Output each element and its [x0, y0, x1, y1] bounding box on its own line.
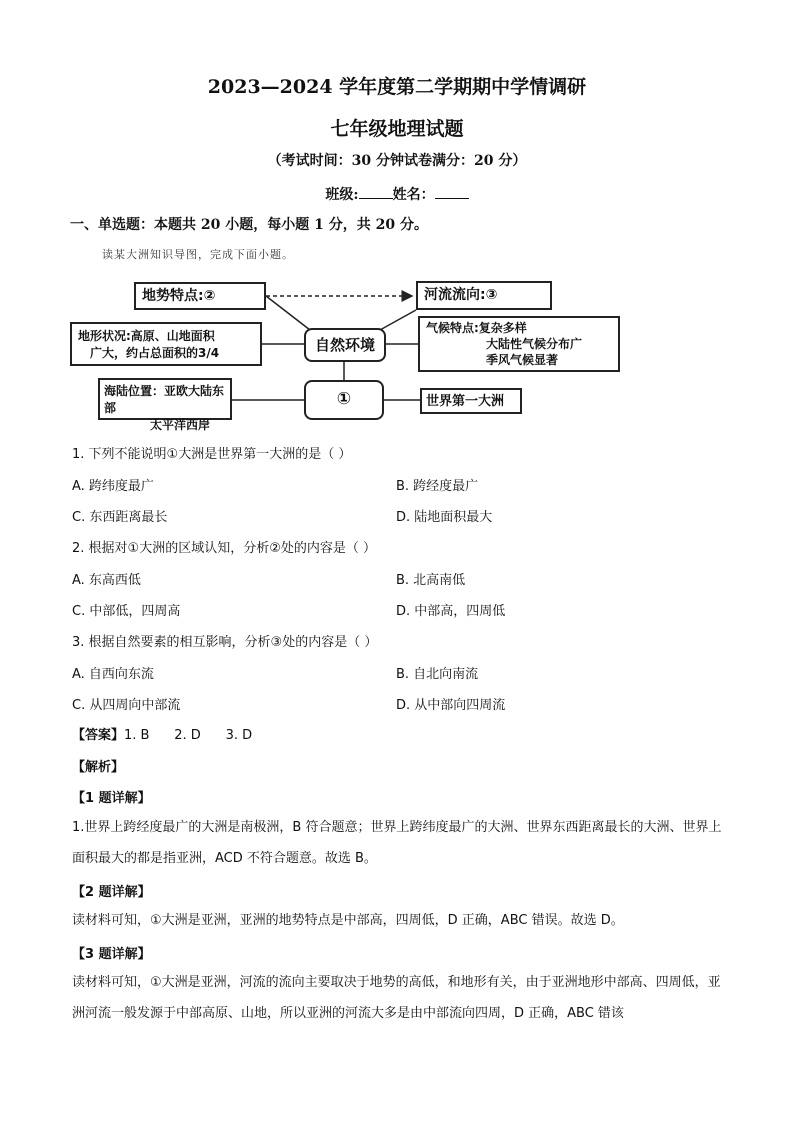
continent-marker: ① [336, 389, 352, 409]
question-1-stem: 1. 下列不能说明①大洲是世界第一大洲的是（ ） [72, 447, 352, 462]
natural-environment-text: 自然环境 [314, 336, 375, 354]
climate-line1: 气候特点:复杂多样 [426, 321, 527, 335]
question-3-option-a: A. 自西向东流 [72, 667, 154, 682]
question-2-option-b: B. 北高南低 [396, 573, 466, 588]
detail-2-label: 【2 题详解】 [72, 885, 151, 900]
answer-line [72, 724, 252, 743]
question-2-option-c: C. 中部低，四周高 [72, 604, 181, 619]
question-2-stem: 2. 根据对①大洲的区域认知，分析②处的内容是（ ） [72, 541, 376, 556]
detail-2-text: 读材料可知，①大洲是亚洲，亚洲的地势特点是中部高，四周低，D 正确，ABC 错误。故选 D。 [72, 913, 624, 928]
climate-line2: 大陆性气候分布广 [486, 337, 583, 351]
position-line1: 海陆位置：亚欧大陆东部 [104, 384, 225, 415]
question-1-option-d: D. 陆地面积最大 [396, 510, 493, 525]
detail-1-label: 【1 题详解】 [72, 791, 151, 806]
question-1-option-c: C. 东西距离最长 [72, 510, 168, 525]
class-name-line [0, 184, 794, 204]
question-1-option-b: B. 跨经度最广 [396, 479, 479, 494]
section-heading: 一、单选题：本题共 20 小题，每小题 1 分，共 20 分。 [70, 217, 428, 233]
landform-line2: 广大，约占总面积的3/4 [90, 346, 220, 360]
terrain-text: 地势特点:② [142, 288, 216, 304]
question-3-stem: 3. 根据自然要素的相互影响，分析③处的内容是（ ） [72, 635, 378, 650]
climate-box [418, 316, 620, 372]
question-2-option-a: A. 东高西低 [72, 573, 141, 588]
detail-3-text: 读材料可知，①大洲是亚洲，河流的流向主要取决于地势的高低，和地形有关，由于亚洲地形中部高、四周低，亚洲河流一般发源于中部高原、山地，所以亚洲的河流大多是由中部流向四周，D 正确，ABC 错该 [72, 975, 721, 1021]
position-line2: 太平洋西岸 [150, 418, 211, 432]
landform-line1: 地形状况:高原、山地面积 [78, 329, 215, 343]
answer-text: 1. B 2. D 3. D [124, 728, 253, 743]
name-label: 姓名： [392, 187, 435, 203]
position-box [98, 378, 232, 432]
climate-line3: 季风气候显著 [486, 353, 559, 367]
knowledge-map-diagram [66, 274, 626, 434]
question-1-option-a: A. 跨纬度最广 [72, 479, 154, 494]
largest-continent-text: 世界第一大洲 [426, 394, 505, 409]
class-blank [359, 186, 393, 199]
river-box [416, 281, 552, 310]
continent-box [304, 380, 384, 420]
detail-3-label: 【3 题详解】 [72, 947, 151, 962]
natural-environment-box [304, 328, 386, 362]
detail-1-text: 1.世界上跨经度最广的大洲是南极洲，B 符合题意；世界上跨纬度最广的大洲、世界东西距离最长的大洲、世界上面积最大的都是指亚洲，ACD 不符合题意。故选 B。 [72, 820, 722, 866]
exam-title: 2023—2024 学年度第二学期期中学情调研 [207, 76, 587, 98]
connector-terrain [266, 296, 310, 330]
landform-box [70, 322, 262, 366]
answer-label: 【答案】 [72, 728, 125, 743]
largest-continent-box [420, 388, 522, 414]
river-text: 河流流向:③ [424, 287, 498, 303]
class-label: 班级: [325, 187, 359, 203]
question-3-option-c: C. 从四周向中部流 [72, 698, 181, 713]
question-3-option-b: B. 自北向南流 [396, 667, 479, 682]
exam-subtitle: 七年级地理试题 [330, 118, 464, 140]
section-intro: 读某大洲知识导图，完成下面小题。 [102, 248, 294, 261]
terrain-box [134, 282, 266, 310]
question-2-option-d: D. 中部高，四周低 [396, 604, 506, 619]
question-3-option-d: D. 从中部向四周流 [396, 698, 506, 713]
analysis-label: 【解析】 [72, 760, 125, 775]
name-blank [435, 186, 469, 199]
connector-river [380, 310, 416, 330]
exam-info: （考试时间：30 分钟试卷满分：20 分） [267, 153, 527, 169]
